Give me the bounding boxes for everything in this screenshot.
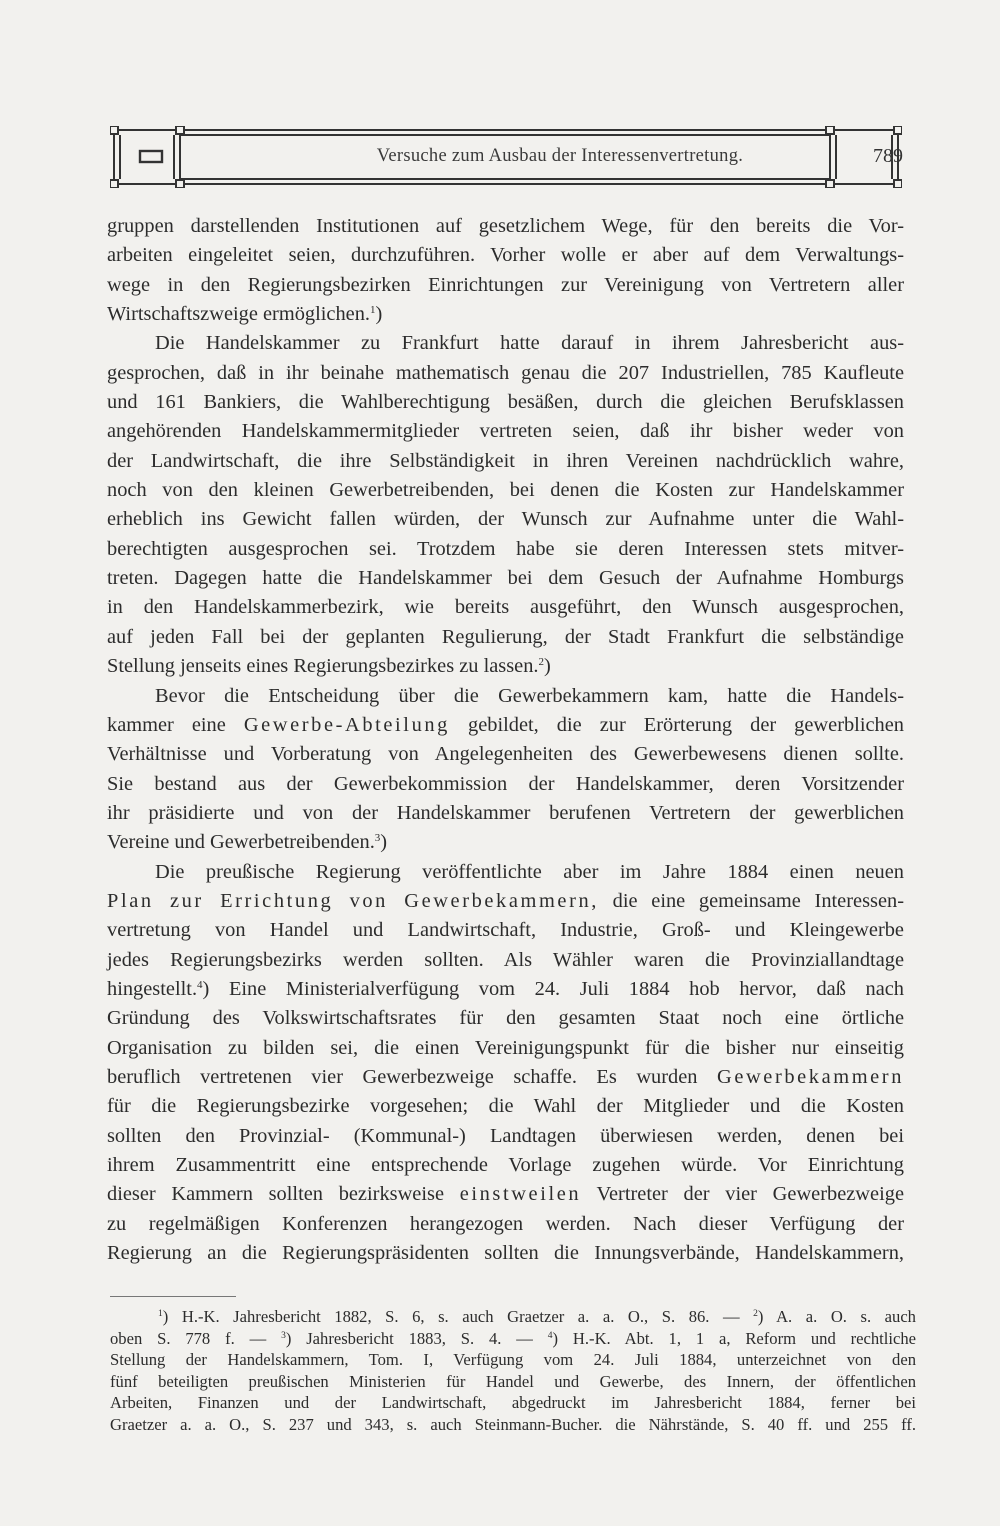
text-fragment: Vertreter der vier Gewerbezweige: [596, 1183, 904, 1206]
text-fragment: Vereine und Gewerbetreibenden.: [107, 831, 375, 854]
text-line: Gründung des Volkswirtschaftsrates für den gesamten Staat noch eine örtliche: [107, 1007, 904, 1030]
footnotes: [110, 1306, 916, 1436]
text-line: sollten den Provinzial- (Kommunal-) Landtagen überwiesen werden, denen bei: [107, 1124, 904, 1147]
text-line: ihrem Zusammentritt eine entsprechende Vorlage zugehen würde. Vor Einrichtung: [107, 1154, 904, 1176]
text-line: zu regelmäßigen Konferenzen herangezogen werden. Nach dieser Verfügung der: [107, 1212, 904, 1235]
text-line: auf jeden Fall bei der geplanten Regulierung, der Stadt Frankfurt die selbständige: [107, 625, 904, 648]
text-fragment: die eine gemeinsame Interessen-: [612, 889, 904, 912]
text-line: gruppen darstellenden Institutionen auf gesetzlichem Wege, für den bereits die Vor-: [107, 215, 904, 237]
footnote-text: oben S. 778 f. —: [110, 1328, 267, 1348]
text-line: Die Handelskammer zu Frankfurt hatte darauf in ihrem Jahresbericht aus-: [155, 332, 904, 355]
text-line: erheblich ins Gewicht fallen würden, der Wunsch zur Aufnahme unter die Wahl-: [107, 508, 904, 531]
text-line: gesprochen, daß in ihr beinahe mathematisch genau die 207 Industriellen, 785 Kaufleute: [107, 361, 904, 384]
footnote-mark: 3: [281, 1330, 286, 1341]
footnote-text: Jahresbericht 1883, S. 4. —: [306, 1328, 533, 1348]
text-line: der Landwirtschaft, die ihre Selbständigkeit in ihren Vereinen nachdrücklich wahre,: [107, 449, 904, 472]
spaced-emphasis: Gewerbe-Abteilung: [243, 713, 450, 736]
body-text: [107, 212, 904, 1268]
text-line: [107, 1180, 904, 1209]
text-line: jedes Regierungsbezirks werden sollten. Als Wähler waren die Provinziallandtage: [107, 948, 904, 971]
text-line: Stellung jenseits eines Regierungsbezirkes zu lassen.$^2$): [107, 655, 551, 678]
text-line: Organisation zu bilden sei, die einen Vereinigungspunkt für die bisher nur einseitig: [107, 1036, 904, 1059]
text-line: in den Handelskammerbezirk, wie bereits ausgeführt, den Wunsch ausgesprochen,: [107, 596, 904, 619]
page-number: 789: [873, 145, 903, 167]
text-line: Regierung an die Regierungspräsidenten sollten die Innungsverbände, Handelskammern,: [107, 1242, 904, 1265]
text-line: angehörenden Handelskammermitglieder vertreten seien, daß ihr bisher weder von: [107, 420, 904, 443]
text-fragment: hingestellt.: [107, 977, 198, 1000]
text-line: berechtigten ausgesprochen sei. Trotzdem habe sie deren Interessen stets mitver-: [107, 537, 904, 560]
text-line: treten. Dagegen hatte die Handelskammer bei dem Gesuch der Aufnahme Homburgs: [107, 567, 904, 590]
footnote-mark: 4: [547, 1330, 553, 1341]
text-line: noch von den kleinen Gewerbetreibenden, bei denen die Kosten zur Handelskammer: [107, 479, 904, 502]
footnote-text: H.-K. Jahresbericht 1882, S. 6, s. auch Graetzer a. a. O., S. 86. —: [181, 1307, 740, 1326]
text-line: Wirtschaftszweige ermöglichen.$^1$): [107, 303, 383, 326]
text-line: [107, 1063, 904, 1092]
footnote-mark: 1: [158, 1309, 163, 1319]
text-fragment: ) Eine Ministerialverfügung vom 24. Juli 1884 hob hervor, daß nach: [202, 977, 904, 1000]
footnote-line: Arbeiten, Finanzen und der Landwirtschaft, abgedruckt im Jahresbericht 1884, ferner bei: [110, 1393, 916, 1413]
footnote-line: fünf beteiligten preußischen Ministerien für Handel und Gewerbe, des Innern, der öffentlichen: [110, 1371, 916, 1391]
footnote-reference: 1: [370, 304, 376, 317]
footnote-line: Stellung der Handelskammern, Tom. I, Verfügung vom 24. Juli 1884, unterzeichnet von den: [110, 1350, 916, 1370]
text-fragment: kammer eine: [107, 713, 226, 736]
footnote-reference: 4: [197, 978, 203, 991]
footnote-line: Graetzer a. a. O., S. 237 und 343, s. auch Steinmann-Bucher. die Nährstände, S. 40 ff. und 255 ff.: [110, 1414, 916, 1434]
text-fragment: beruflich vertretenen vier Gewerbezweige schaffe. Es wurden: [107, 1065, 698, 1088]
footnote-separator: [110, 1296, 236, 1297]
footnote-line: $^1$) H.-K. Jahresbericht 1882, S. 6, s. auch Graetzer a. a. O., S. 86. — $^2$) A. a. O. s. auch: [158, 1307, 916, 1326]
text-line: Verhältnisse und Vorberatung von Angelegenheiten des Gewerbewesens dienen sollte.: [107, 743, 904, 766]
text-line: arbeiten eingeleitet seien, durchzuführen. Vorher wolle er aber auf dem Verwaltungs-: [107, 244, 904, 267]
running-title: Versuche zum Ausbau der Interessenvertretung.: [376, 146, 744, 166]
text-line: wege in den Regierungsbezirken Einrichtungen zur Vereinigung von Vertretern aller: [107, 273, 904, 296]
text-fragment: Stellung jenseits eines Regierungsbezirkes zu lassen.: [107, 655, 539, 678]
running-header: [110, 126, 902, 186]
text-line: ihr präsidierte und von der Handelskammer berufenen Vertretern der gewerblichen: [107, 801, 904, 824]
text-line: für die Regierungsbezirke vorgesehen; die Wahl der Mitglieder und die Kosten: [107, 1095, 904, 1118]
spaced-emphasis: Gewerbekammern: [717, 1065, 904, 1088]
spaced-emphasis: Plan zur Errichtung von Gewerbekammern,: [107, 889, 599, 912]
text-line: Sie bestand aus der Gewerbekommission der Handelskammer, deren Vorsitzender: [107, 772, 904, 795]
spaced-emphasis: einstweilen: [459, 1183, 582, 1206]
text-fragment: gebildet, die zur Erörterung der gewerblichen: [468, 713, 905, 736]
text-line: Vereine und Gewerbetreibenden.$^3$): [107, 831, 388, 854]
text-line: und 161 Bankiers, die Wahlberechtigung besäßen, durch die gleichen Berufsklassen: [107, 391, 904, 414]
footnote-text: H.-K. Abt. 1, 1 a, Reform und rechtliche: [572, 1328, 917, 1348]
text-fragment: Wirtschaftszweige ermöglichen.: [107, 303, 371, 326]
footnote-reference: 2: [538, 656, 544, 669]
text-line: [107, 975, 904, 1004]
text-fragment: dieser Kammern sollten bezirksweise: [107, 1183, 444, 1206]
text-line: vertretung von Handel und Landwirtschaft, Industrie, Groß- und Kleingewerbe: [107, 919, 904, 942]
text-line: Die preußische Regierung veröffentlichte aber im Jahre 1884 einen neuen: [155, 860, 904, 883]
text-line: Bevor die Entscheidung über die Gewerbekammern kam, hatte die Handels-: [155, 684, 904, 707]
footnote-mark: 2: [753, 1309, 758, 1319]
footnote-reference: 3: [374, 832, 381, 845]
text-line: [107, 711, 904, 740]
footnote-line: oben S. 778 f. — $^3$) Jahresbericht 1883, S. 4. — $^4$) H.-K. Abt. 1, 1 a, Reform und rechtliche: [110, 1328, 917, 1348]
text-line: [107, 887, 904, 916]
footnote-text: A. a. O. s. auch: [776, 1307, 916, 1326]
